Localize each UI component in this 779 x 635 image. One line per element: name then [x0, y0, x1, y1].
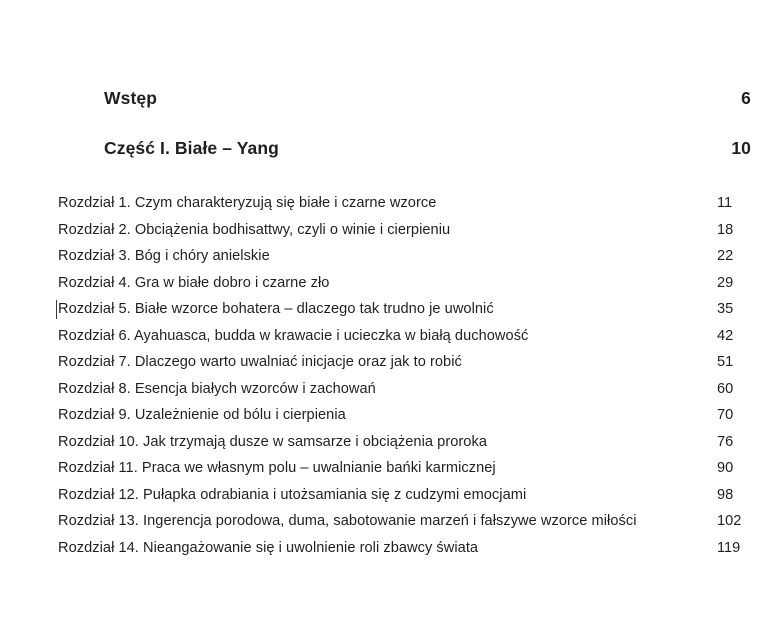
toc-chapter-list — [0, 190, 779, 561]
toc-entry[interactable] — [0, 323, 779, 350]
text-caret — [56, 300, 57, 319]
toc-heading-page: 10 — [731, 138, 751, 158]
toc-heading-title: Wstęp — [104, 88, 157, 108]
toc-entry[interactable] — [0, 376, 779, 403]
toc-entry-page: 51 — [717, 354, 734, 370]
toc-entry-page: 42 — [717, 327, 734, 344]
toc-entry[interactable] — [0, 190, 779, 217]
toc-entry-title: Rozdział 9. Uzależnienie od bólu i cierpienia — [58, 407, 346, 423]
toc-entry-page: 22 — [717, 248, 734, 264]
toc-entry-title: Rozdział 3. Bóg i chóry anielskie — [58, 248, 270, 264]
toc-heading-title: Część I. Białe – Yang — [104, 138, 279, 158]
toc-entry-title: Rozdział 4. Gra w białe dobro i czarne zło — [58, 274, 330, 291]
toc-entry[interactable] — [0, 508, 779, 535]
toc-entry[interactable] — [0, 349, 779, 376]
toc-entry-title: Rozdział 10. Jak trzymają dusze w samsarze i obciążenia proroka — [58, 433, 487, 450]
toc-entry[interactable] — [0, 243, 779, 270]
toc-entry-title: Rozdział 14. Nieangażowanie się i uwolnienie roli zbawcy świata — [58, 539, 479, 556]
toc-entry-page: 102 — [717, 513, 742, 529]
toc-entry-page: 18 — [717, 221, 734, 238]
toc-entry[interactable] — [0, 535, 779, 562]
toc-entry-page: 29 — [717, 274, 734, 291]
toc-entry[interactable] — [0, 482, 779, 509]
toc-entry-page: 70 — [717, 407, 734, 423]
toc-entry-title: Rozdział 11. Praca we własnym polu – uwalnianie bańki karmicznej — [58, 460, 496, 476]
toc-entry-title: Rozdział 7. Dlaczego warto uwalniać inicjacje oraz jak to robić — [58, 354, 462, 370]
toc-entry[interactable] — [0, 217, 779, 244]
toc-entry[interactable] — [0, 270, 779, 297]
toc-entry-page: 90 — [717, 460, 734, 476]
toc-entry-title: Rozdział 1. Czym charakteryzują się białe i czarne wzorce — [58, 195, 437, 211]
toc-entry-page: 60 — [717, 380, 734, 397]
toc-entry-title: Rozdział 2. Obciążenia bodhisattwy, czyli o winie i cierpieniu — [58, 221, 451, 238]
toc-entry-page: 35 — [717, 301, 734, 317]
toc-entry-title: Rozdział 5. Białe wzorce bohatera – dlaczego tak trudno je uwolnić — [58, 301, 494, 317]
toc-heading-page: 6 — [741, 88, 751, 108]
toc-entry-page: 11 — [717, 195, 733, 211]
toc-heading-row[interactable] — [0, 88, 779, 109]
toc-entry-page: 119 — [717, 539, 741, 556]
toc-entry-page: 98 — [717, 486, 734, 503]
toc-entry[interactable] — [0, 296, 779, 323]
toc-heading-row[interactable] — [0, 138, 779, 159]
toc-entry-page: 76 — [717, 433, 734, 450]
toc-entry-title: Rozdział 13. Ingerencja porodowa, duma, sabotowanie marzeń i fałszywe wzorce miłości — [58, 513, 637, 529]
toc-entry[interactable] — [0, 402, 779, 429]
toc-entry[interactable] — [0, 455, 779, 482]
toc-entry-title: Rozdział 12. Pułapka odrabiania i utożsamiania się z cudzymi emocjami — [58, 486, 527, 503]
toc-entry[interactable] — [0, 429, 779, 456]
toc-entry-title: Rozdział 6. Ayahuasca, budda w krawacie i ucieczka w białą duchowość — [58, 327, 529, 344]
toc-entry-title: Rozdział 8. Esencja białych wzorców i zachowań — [58, 380, 376, 397]
